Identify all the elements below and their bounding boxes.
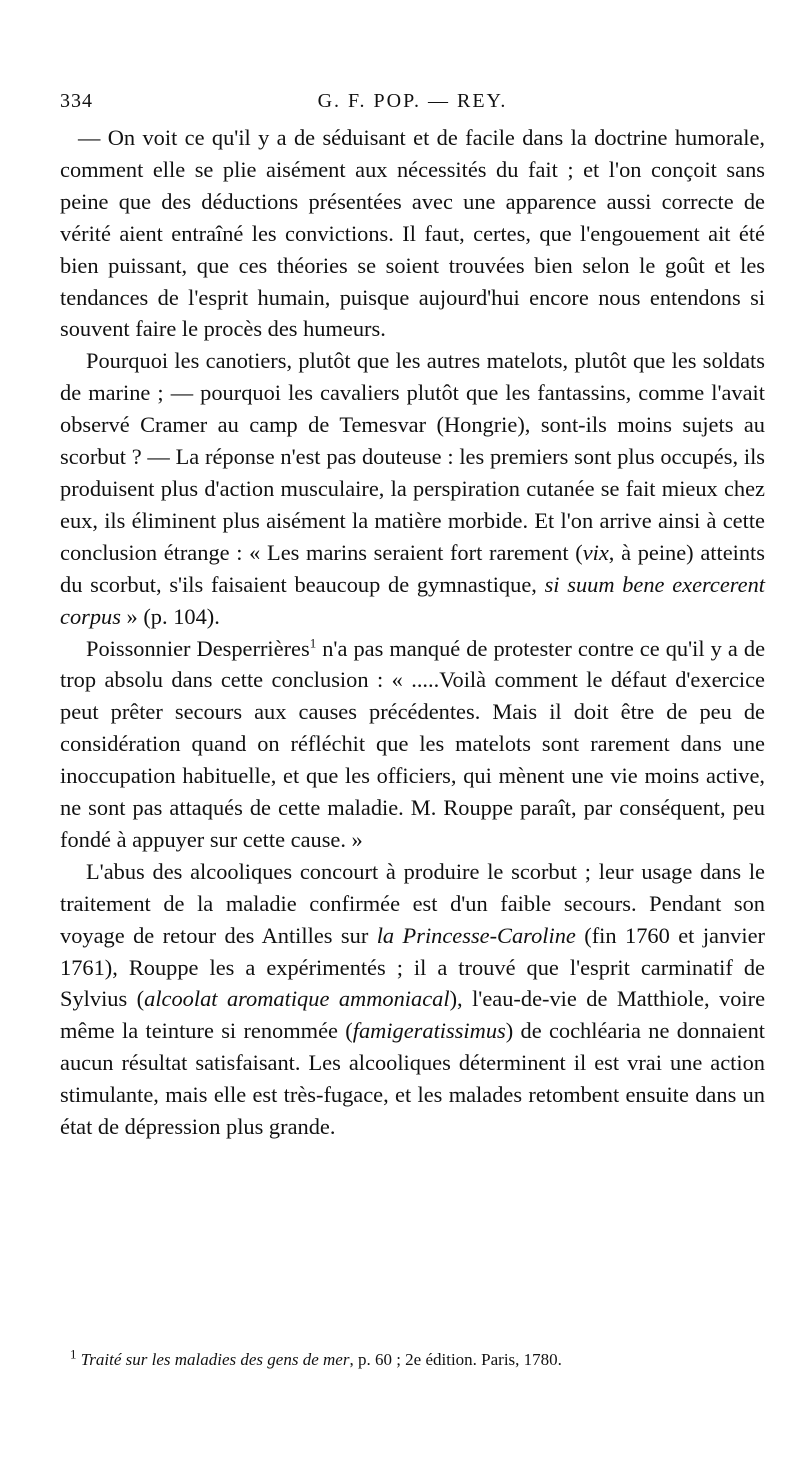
running-header <box>60 90 765 120</box>
footnote-reference[interactable]: 1 <box>309 635 317 651</box>
italic-vix: vix <box>582 539 609 565</box>
text-run: (fin 1760 et janvier 1761), Rouppe les a expérimentés ; il a trouvé que l'esprit carminatif de Sylvius ( <box>60 922 765 1012</box>
page-body <box>60 122 765 1143</box>
text-run: n'a pas manqué de protester contre ce qu'il y a de trop absolu dans cette conclusion : « .....Voilà comment le défaut d'exercice peut prêter secours aux causes précédentes. Mais il doit être de peu de considération quand on réfléchit que les matelots sont rarement dans une inoccupation habituelle, et que les officiers, qui mènent une vie moins active, ne sont pas attaqués de cette maladie. M. Rouppe paraît, par conséquent, peu fondé à appuyer sur cette cause. » <box>60 635 766 852</box>
text-run: ) de cochléaria ne donnaient aucun résultat satisfaisant. Les alcooliques déterminent il est vrai une action stimulante, mais elle est très-fugace, et les malades retombent ensuite dans un état de dépression plus grande. <box>60 1018 766 1140</box>
footnote-marker: 1 <box>70 1346 77 1362</box>
paragraph-humoral-doctrine: — On voit ce qu'il y a de séduisant et de facile dans la doctrine humorale, comment elle se plie aisément aux nécessités du fait ; et l'on conçoit sans peine que des déductions présentées avec une apparence aussi correcte de vérité aient entraîné les convictions. Il faut, certes, que l'engouement ait été bien puissant, que ces théories se soient trouvées bien selon le goût et les tendances de l'esprit humain, puisque aujourd'hui encore nous entendons si souvent faire le procès des humeurs. <box>60 125 765 342</box>
text-run: Poissonnier Desperrières <box>86 635 310 661</box>
text-run: , à peine) atteints du scorbut, s'ils faisaient beaucoup de gymnastique, <box>60 539 765 597</box>
italic-ship-name: la Princesse-Caroline <box>376 922 576 948</box>
italic-alcoolat: alcoolat aromatique ammoniacal <box>144 986 450 1012</box>
paragraph-alcooliques <box>60 856 765 1143</box>
italic-latin-quote: si suum bene exercerent corpus <box>60 571 765 629</box>
text-run: » (p. 104). <box>120 603 220 629</box>
text-run: Pourquoi les canotiers, plutôt que les autres matelots, plutôt que les soldats de marine ; — pourquoi les cavaliers plutôt que les fantassins, comme l'avait observé Cramer au camp de Temesvar (Hongrie), sont-ils moins sujets au scorbut ? — La réponse n'est pas douteuse : les premiers sont plus occupés, ils produisent plus d'action musculaire, la perspiration cutanée se fait mieux chez eux, ils éliminent plus aisément la matière morbide. Et l'on arrive ainsi à cette conclusion étrange : « Les marins seraient fort rarement ( <box>60 348 765 565</box>
page-number: 334 <box>60 90 93 112</box>
footnote-details: , p. 60 ; 2e édition. Paris, 1780. <box>349 1350 562 1369</box>
paragraph-poissonnier <box>60 633 765 856</box>
footnote <box>60 1348 765 1372</box>
text-run: ), l'eau-de-vie de Matthiole, voire même la teinture si renommée ( <box>60 986 766 1044</box>
running-title: G. F. POP. — REY. <box>317 90 508 112</box>
text-run: L'abus des alcooliques concourt à produire le scorbut ; leur usage dans le traitement de la maladie confirmée est d'un faible secours. Pendant son voyage de retour des Antilles sur <box>60 858 765 948</box>
footnote-title: Traité sur les maladies des gens de mer <box>80 1350 350 1369</box>
italic-famigeratissimus: famigeratissimus <box>352 1018 506 1044</box>
paragraph-canotiers <box>60 345 765 632</box>
